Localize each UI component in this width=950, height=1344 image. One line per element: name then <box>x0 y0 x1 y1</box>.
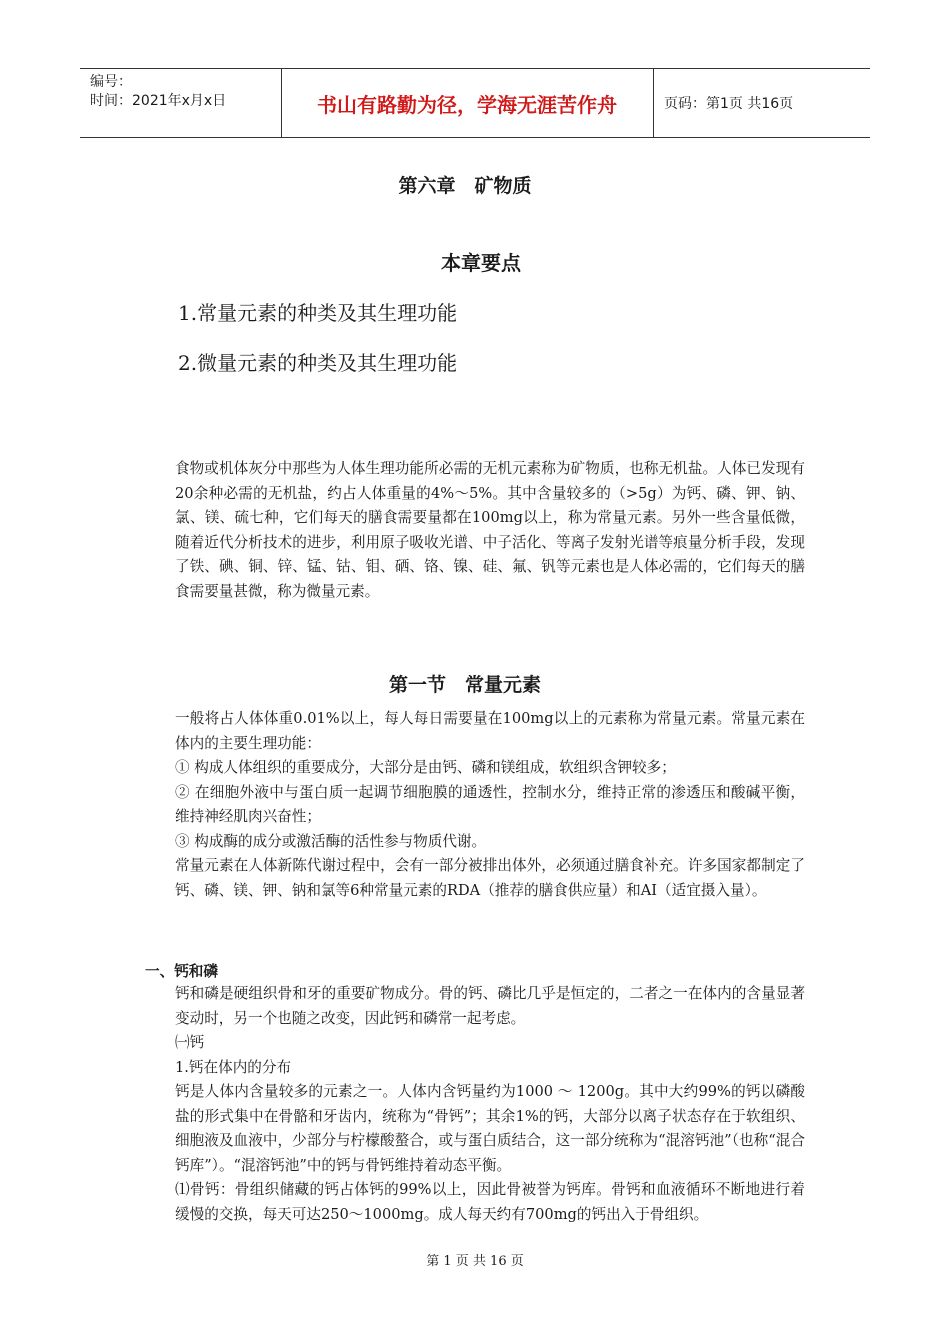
key-point-item: 1.常量元素的种类及其生理功能 <box>178 301 458 325</box>
paragraph-text: 一般将占人体体重0.01%以上，每人每日需要量在100mg以上的元素称为常量元素。常量元素在体内的主要生理功能： <box>175 710 805 752</box>
paragraph-text: 常量元素在人体新陈代谢过程中，会有一部分被排出体外，必须通过膳食补充。许多国家都制定了钙、磷、镁、钾、钠和氯等6种常量元素的RDA（推荐的膳食供应量）和AI（适宜摄入量）。 <box>175 857 805 899</box>
section-title: 第一节 常量元素 <box>388 674 541 696</box>
intro-paragraph <box>145 457 805 604</box>
header-page-info: 页码：第1页 共16页 <box>664 96 794 112</box>
paragraph-text: 食物或机体灰分中那些为人体生理功能所必需的无机元素称为矿物质，也称无机盐。人体已发现有20余种必需的无机盐，约占人体重量的4%～5%。其中含量较多的（>5g）为钙、磷、钾、钠、氯、镁、硫七种，它们每天的膳食需要量都在100mg以上，称为常量元素。另外一些含量低微，随着近代分析技术的进步，利用原子吸收光谱、中子活化、等离子发射光谱等痕量分析手段，发现了铁、碘、铜、锌、锰、钴、钼、硒、铬、镍、硅、氟、钒等元素也是人体必需的，它们每天的膳食需要量甚微，称为微量元素。 <box>175 460 805 600</box>
sub-heading: 1.钙在体内的分布 <box>175 1058 292 1076</box>
number-label: 编号： <box>90 74 132 90</box>
list-item: ① 构成人体组织的重要成分，大部分是由钙、磷和镁组成，软组织含钾较多； <box>175 759 676 776</box>
page-footer: 第 1 页 共 16 页 <box>426 1254 524 1269</box>
paragraph-text: 钙是人体内含量较多的元素之一。人体内含钙量约为1000 ～ 1200g。其中大约99%的钙以磷酸盐的形式集中在骨骼和牙齿内，统称为“骨钙”；其余1%的钙，大部分以离子状态存在于软组织、细胞液及血液中，少部分与柠檬酸螯合，或与蛋白质结合，这一部分统称为“混溶钙池”（也称“混合钙库”）。“混溶钙池”中的钙与骨钙维持着动态平衡。 <box>175 1083 805 1174</box>
date-label: 时间：2021年x月x日 <box>90 93 227 109</box>
header-motto: 书山有路勤为径，学海无涯苦作舟 <box>317 92 617 117</box>
paragraph-text: ⑴骨钙：骨组织储藏的钙占体钙的99%以上，因此骨被誉为钙库。骨钙和血液循环不断地进行着缓慢的交换，每天可达250～1000mg。成人每天约有700mg的钙出入于骨组织。 <box>175 1181 805 1223</box>
list-item: ② 在细胞外液中与蛋白质一起调节细胞膜的通透性，控制水分，维持正常的渗透压和酸碱平衡，维持神经肌肉兴奋性； <box>175 783 805 825</box>
header-divider <box>653 69 654 137</box>
key-points-title: 本章要点 <box>441 251 521 275</box>
section-body <box>145 707 805 903</box>
paragraph-text: 钙和磷是硬组织骨和牙的重要矿物成分。骨的钙、磷比几乎是恒定的，二者之一在体内的含量显著变动时，另一个也随之改变，因此钙和磷常一起考虑。 <box>175 985 805 1027</box>
list-item: ③ 构成酶的成分或激活酶的活性参与物质代谢。 <box>175 832 487 850</box>
page-header <box>80 68 870 138</box>
subsection-title: 一、钙和磷 <box>145 963 218 980</box>
key-point-item: 2.微量元素的种类及其生理功能 <box>178 351 458 375</box>
subsection-body <box>145 982 805 1227</box>
header-meta <box>90 73 280 111</box>
sub-heading: ㈠钙 <box>175 1034 205 1051</box>
chapter-title: 第六章 矿物质 <box>398 175 532 197</box>
